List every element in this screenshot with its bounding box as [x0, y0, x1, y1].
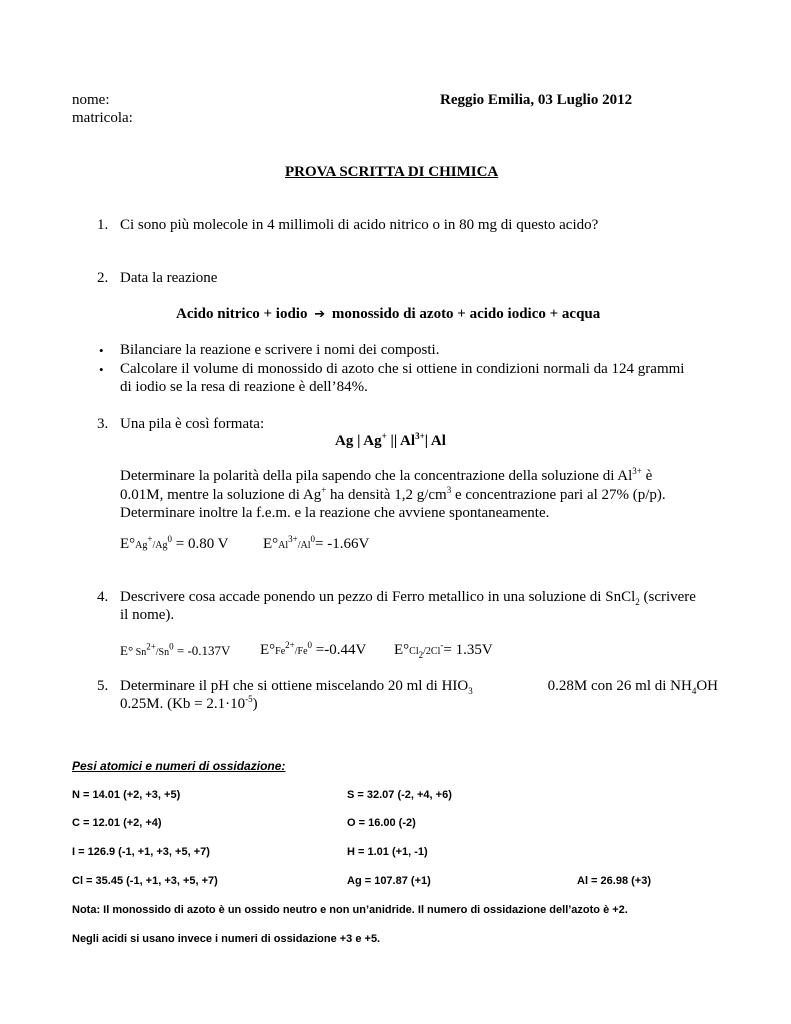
cell-sup-b: 3+ — [415, 431, 425, 441]
pot2-sub2-sup: 0 — [310, 534, 316, 544]
atomic-heading: Pesi atomici e numeri di ossidazione: — [72, 759, 286, 773]
p3-value: = 1.35V — [443, 642, 493, 658]
atomic-s: S = 32.07 (-2, +4, +6) — [347, 789, 452, 801]
q4-line1-text: Descrivere cosa accade ponendo un pezzo di Ferro metallico in una soluzione di SnCl — [120, 589, 636, 605]
question-2-number: 2. — [97, 270, 109, 286]
p2-b-sup: 0 — [307, 640, 313, 650]
potential-sn — [120, 643, 230, 659]
question-4-number: 4. — [97, 589, 109, 605]
question-1-text: Ci sono più molecole in 4 millimoli di acido nitrico o in 80 mg di questo acido? — [120, 217, 599, 233]
pot2-sub2: /Al — [297, 540, 311, 551]
question-4-line-1 — [120, 589, 696, 606]
p2-a: Fe — [275, 646, 286, 657]
q4-line1-sub: 2 — [635, 597, 640, 607]
cell-part-a: Ag | Ag — [335, 433, 382, 449]
p1-value: = -0.137V — [173, 643, 231, 658]
q5-line2-end: ) — [252, 696, 258, 712]
q5-line2-text: 0.25M. (Kb = 2.1 — [120, 696, 226, 712]
p2-e: E° — [260, 642, 276, 658]
pot1-sub: Ag — [135, 540, 148, 551]
atomic-al: Al = 26.98 (+3) — [577, 875, 651, 887]
question-2-bullet-2: Calcolare il volume di monossido di azoto che si ottiene in condizioni normali da 124 grammi — [120, 361, 685, 377]
reaction-left: Acido nitrico + iodio — [176, 306, 308, 322]
p1-e: E° — [120, 643, 134, 658]
atomic-cl: Cl = 35.45 (-1, +1, +3, +5, +7) — [72, 875, 218, 887]
q5-line1-text: Determinare il pH che si ottiene miscelando 20 ml di HIO — [120, 678, 469, 694]
atomic-note-2: Negli acidi si usano invece i numeri di ossidazione +3 e +5. — [72, 933, 381, 945]
question-3-intro: Una pila è così formata: — [120, 416, 265, 432]
pot2-value: = -1.66V — [315, 536, 370, 552]
q5-line1-part-a — [120, 678, 473, 695]
question-1-number: 1. — [97, 217, 109, 233]
q3-line2-end: e concentrazione pari al 27% (p/p). — [451, 487, 666, 503]
atomic-note-1: Nota: Il monossido di azoto è un ossido neutro e non un’anidride. Il numero di ossidazione dell’azoto è +2. — [72, 904, 628, 916]
question-2-bullet-1: Bilanciare la reazione e scrivere i nomi dei composti. — [120, 342, 440, 358]
p1-b: /Sn — [155, 647, 170, 658]
q5-line2-dot: · — [225, 696, 231, 712]
question-5-line-2 — [120, 696, 258, 713]
q5-line2-exp: -5 — [245, 694, 253, 704]
p1-a: Sn — [133, 647, 147, 658]
bullet-icon: • — [99, 343, 104, 358]
question-2-bullet-2-cont: di iodio se la resa di reazione è dell’84%. — [120, 379, 368, 395]
question-2-intro: Data la reazione — [120, 270, 218, 286]
pot1-value: = 0.80 V — [171, 536, 229, 552]
q5-line2-base: 10 — [230, 696, 246, 712]
p1-a-sup: 2+ — [146, 641, 156, 652]
question-4-line-2: il nome). — [120, 607, 175, 623]
p3-a: Cl — [409, 646, 419, 657]
reaction-right: monossido di azoto + acido iodico + acqua — [331, 306, 601, 322]
place-date: Reggio Emilia, 03 Luglio 2012 — [440, 92, 633, 108]
p2-value: =-0.44V — [312, 642, 367, 658]
atomic-c: C = 12.01 (+2, +4) — [72, 817, 162, 829]
atomic-n: N = 14.01 (+2, +3, +5) — [72, 789, 181, 801]
q3-line2-mid: ha densità 1,2 g/cm — [326, 487, 447, 503]
p3-e: E° — [394, 642, 410, 658]
pot1-sub2: /Ag — [152, 540, 168, 551]
p3-b: /2Cl — [423, 646, 441, 657]
pot2-e: E° — [263, 536, 279, 552]
page-title: PROVA SCRITTA DI CHIMICA — [285, 164, 499, 180]
q5-line1-mid: 0.28M con 26 ml di NH — [547, 678, 692, 694]
pot2-sub-sup: 3+ — [288, 534, 298, 544]
nome-label: nome: — [72, 92, 110, 108]
potential-cl — [394, 642, 493, 659]
q5-line1-end: OH — [696, 678, 718, 694]
p2-a-sup: 2+ — [285, 640, 295, 650]
potential-al — [263, 536, 369, 553]
p1-b-sup: 0 — [169, 641, 174, 652]
cell-part-c: | Al — [424, 433, 446, 449]
q5-line1-sub1: 3 — [468, 686, 473, 696]
atomic-ag: Ag = 107.87 (+1) — [347, 875, 431, 887]
q3-line2-sup: + — [321, 485, 327, 495]
question-3-line-3: Determinare inoltre la f.e.m. e la reazione che avviene spontaneamente. — [120, 505, 550, 521]
pot1-sub-sup: + — [147, 534, 153, 544]
cell-notation — [335, 433, 446, 450]
bullet-icon: • — [99, 362, 104, 377]
question-5-line-1 — [120, 678, 718, 695]
atomic-i: I = 126.9 (-1, +1, +3, +5, +7) — [72, 846, 210, 858]
pot1-sub2-sup: 0 — [167, 534, 172, 544]
atomic-h: H = 1.01 (+1, -1) — [347, 846, 428, 858]
atomic-o: O = 16.00 (-2) — [347, 817, 416, 829]
q5-line1-sub2: 4 — [691, 686, 697, 696]
reaction-equation — [176, 306, 600, 323]
question-3-line-1 — [120, 468, 652, 485]
potential-ag — [120, 536, 229, 553]
arrow-icon: ➔ — [314, 307, 326, 322]
question-3-line-2 — [120, 487, 666, 504]
q3-line1-end: è — [641, 468, 653, 484]
cell-part-b: || Al — [386, 433, 416, 449]
q3-line2-sup2: 3 — [446, 485, 452, 495]
cell-sup-a: + — [381, 431, 387, 441]
question-3-number: 3. — [97, 416, 109, 432]
potential-fe — [260, 642, 366, 659]
pot2-sub: Al — [278, 540, 289, 551]
q4-line1-end: (scrivere — [639, 589, 696, 605]
matricola-label: matricola: — [72, 110, 133, 126]
p3-b-sup: - — [440, 640, 444, 650]
p3-a-sub: 2 — [418, 650, 424, 660]
q3-line1-text: Determinare la polarità della pila sapendo che la concentrazione della soluzione di Al — [120, 468, 633, 484]
q3-line2-text: 0.01M, mentre la soluzione di Ag — [120, 487, 322, 503]
pot1-e: E° — [120, 536, 136, 552]
q3-line1-sup: 3+ — [632, 466, 642, 476]
question-5-number: 5. — [97, 678, 109, 694]
q5-line1-part-b — [548, 678, 718, 695]
p2-b: /Fe — [294, 646, 308, 657]
